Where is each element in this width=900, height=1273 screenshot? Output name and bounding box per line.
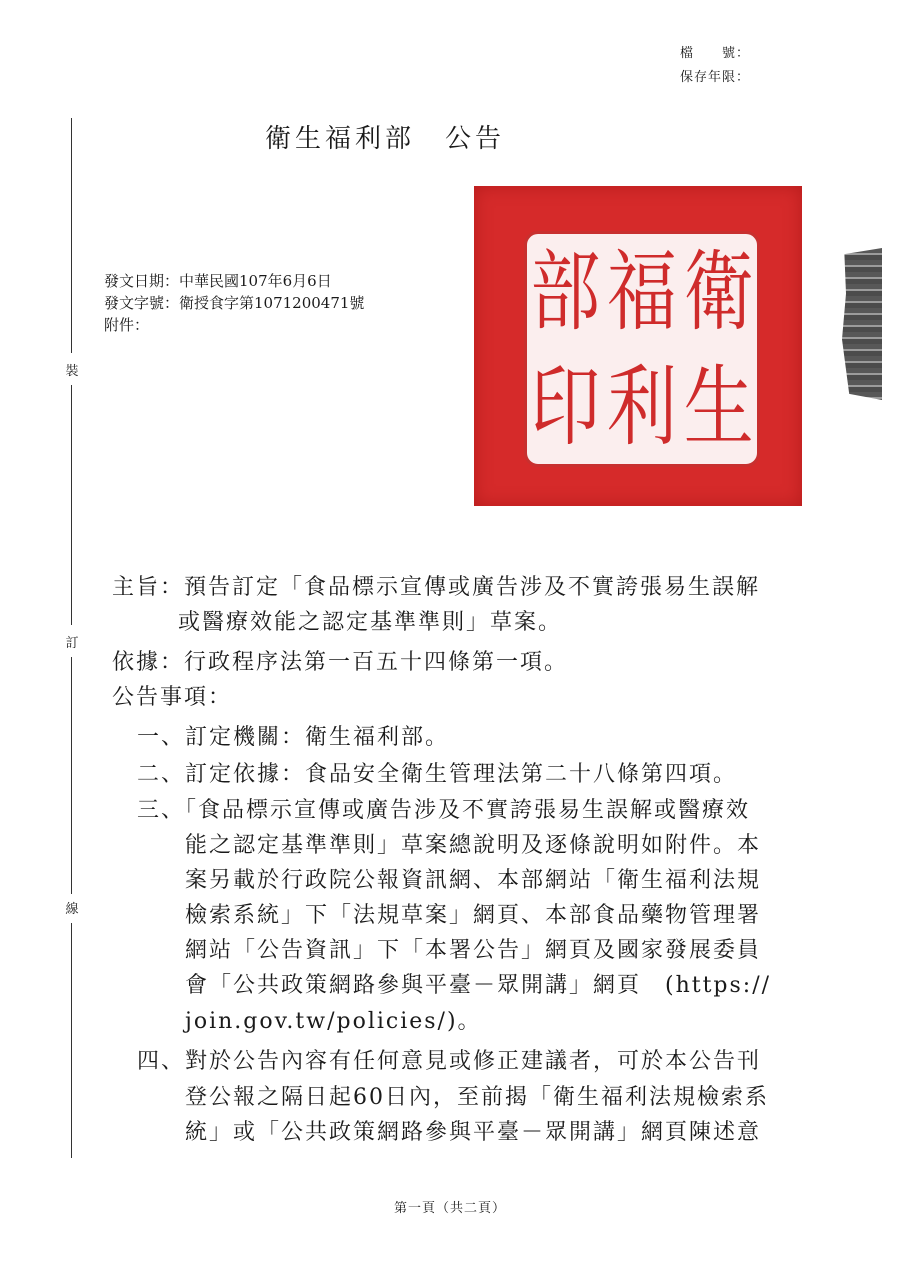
subject-line-2: 或醫療效能之認定基準準則」草案。 [178,610,563,635]
seal-char: 部 [530,240,601,343]
item-4-line-1: 四、對於公告內容有任何意見或修正建議者，可於本公告刊 [137,1049,762,1074]
binding-char-ding: 訂 [65,636,79,651]
binding-char-xian: 線 [65,902,79,917]
seal-char: 印 [530,355,601,458]
binding-char-zhuang: 裝 [65,364,79,379]
scan-artifact [842,248,882,400]
seal-char: 福 [607,240,677,343]
item-3-line-1: 三、「食品標示宣傳或廣告涉及不實誇張易生誤解或醫療效 [137,798,751,823]
official-seal [474,186,802,506]
seal-char: 利 [607,355,677,458]
item-3-line-7: join.gov.tw/policies/)。 [185,1009,482,1034]
item-3-line-3: 案另載於行政院公報資訊網、本部網站「衛生福利法規 [185,868,762,893]
item-3-line-5: 網站「公告資訊」下「本署公告」網頁及國家發展委員 [185,938,762,963]
item-4-line-3: 統」或「公共政策網路參與平臺－眾開講」網頁陳述意 [185,1120,762,1145]
issue-date: 發文日期：中華民國107年6月6日 [104,272,332,290]
seal-char: 衛 [683,240,754,343]
retention-label: 保存年限： [680,70,751,85]
page-title: 衛生福利部 公告 [264,124,505,154]
file-number-label: 檔 號： [680,46,751,61]
page-number: 第一頁（共二頁） [393,1201,506,1216]
items-heading: 公告事項： [112,685,233,710]
item-3-line-4: 檢索系統」下「法規草案」網頁、本部食品藥物管理署 [185,903,762,928]
issue-attachment: 附件： [104,316,150,334]
seal-char: 生 [683,355,754,458]
item-1: 一、訂定機關：衛生福利部。 [137,725,450,750]
item-3-line-6: 會「公共政策網路參與平臺－眾開講」網頁 (https:// [185,973,772,998]
subject-line-1: 主旨：預告訂定「食品標示宣傳或廣告涉及不實誇張易生誤解 [112,575,761,600]
item-2: 二、訂定依據：食品安全衛生管理法第二十八條第四項。 [137,762,738,787]
basis-line: 依據：行政程序法第一百五十四條第一項。 [112,650,569,675]
issue-ref-no: 發文字號：衛授食字第1071200471號 [104,294,365,312]
item-3-line-2: 能之認定基準準則」草案總說明及逐條說明如附件。本 [185,833,762,858]
item-4-line-2: 登公報之隔日起60日內，至前揭「衛生福利法規檢索系 [185,1085,769,1110]
